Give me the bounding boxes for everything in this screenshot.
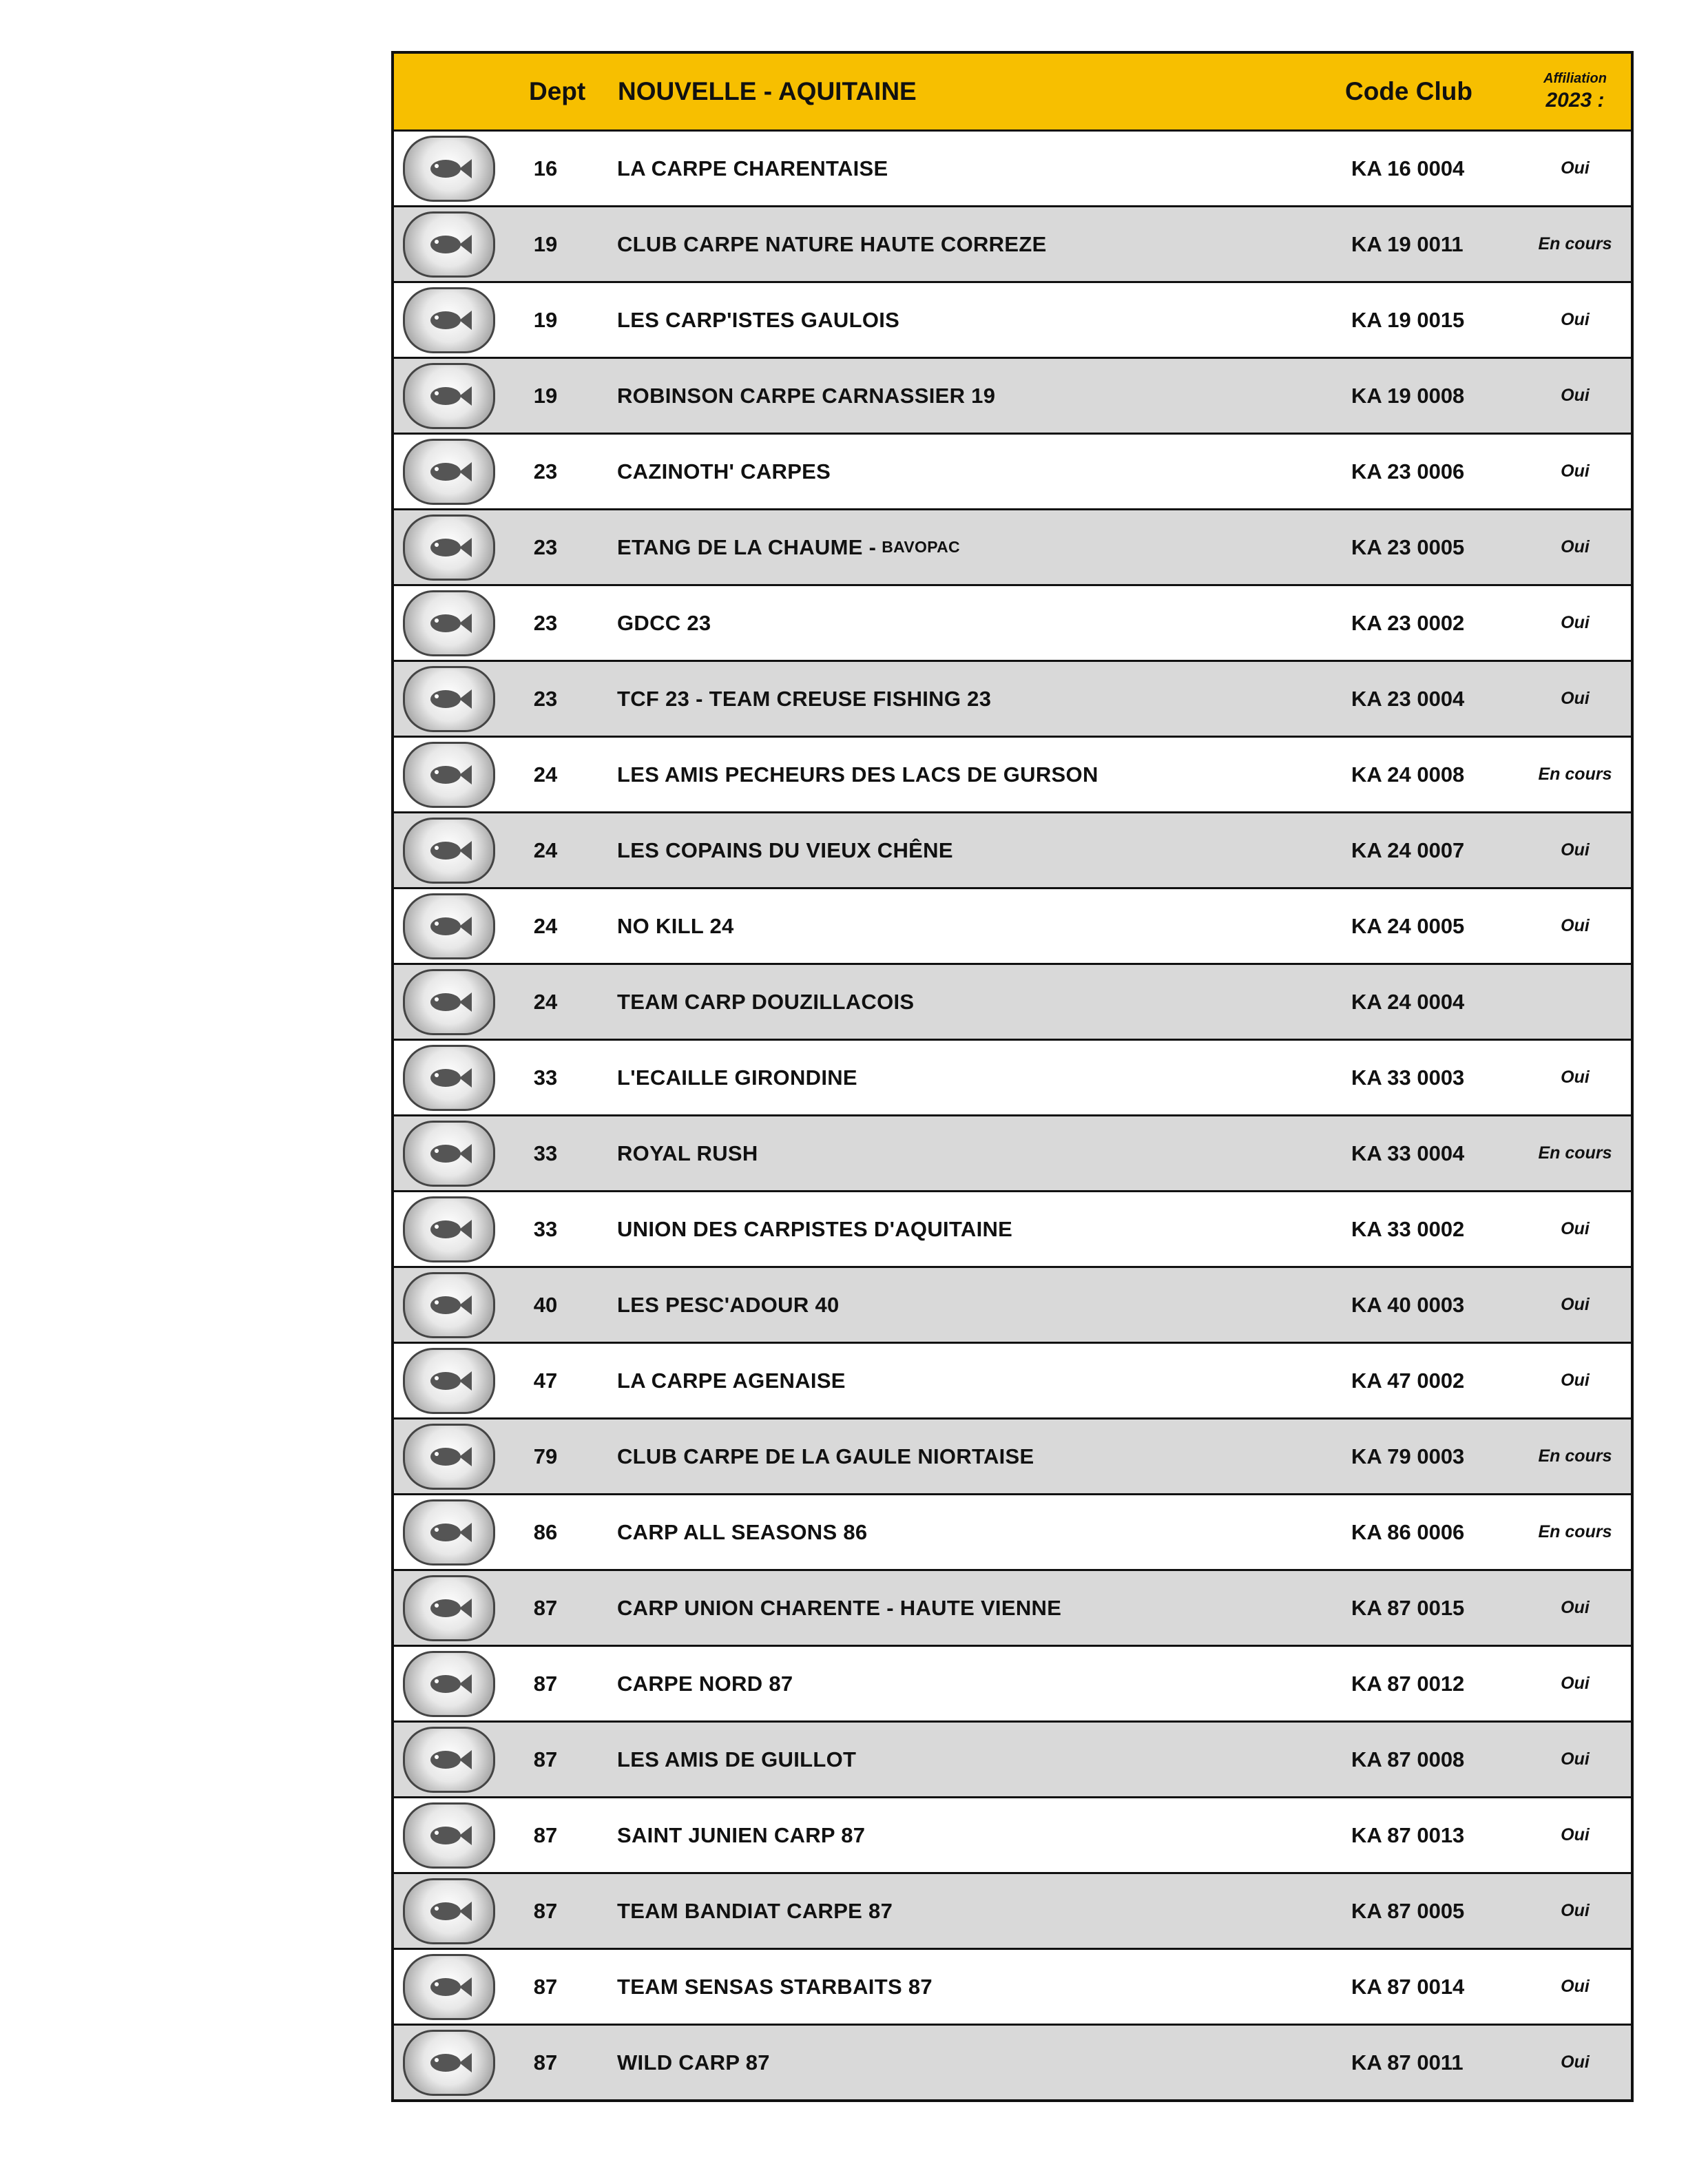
club-logo-cell bbox=[394, 586, 504, 660]
club-logo bbox=[403, 666, 495, 732]
club-code: KA 24 0008 bbox=[1351, 762, 1465, 787]
club-name-cell bbox=[617, 1723, 862, 1796]
club-logo-cell bbox=[394, 1192, 504, 1266]
table-row bbox=[394, 1192, 1631, 1268]
club-name: L'ECAILLE GIRONDINE bbox=[617, 1065, 857, 1090]
club-code: KA 40 0003 bbox=[1351, 1292, 1465, 1317]
fish-logo-icon bbox=[425, 152, 473, 185]
club-name-cell bbox=[617, 1344, 851, 1417]
club-name-cell bbox=[617, 586, 716, 660]
table-row bbox=[394, 359, 1631, 435]
club-name: CAZINOTH' CARPES bbox=[617, 459, 831, 484]
affiliation-label: Affiliation bbox=[1543, 70, 1607, 86]
fish-logo-icon bbox=[425, 683, 473, 716]
club-code: KA 24 0004 bbox=[1351, 989, 1465, 1014]
dept-number: 87 bbox=[533, 1898, 558, 1923]
dept-number: 40 bbox=[533, 1292, 558, 1317]
table-row bbox=[394, 1571, 1631, 1647]
club-name: CARP UNION CHARENTE - HAUTE VIENNE bbox=[617, 1595, 1062, 1620]
club-table bbox=[391, 51, 1634, 2102]
dept-number: 87 bbox=[533, 1671, 558, 1696]
club-name: CLUB CARPE DE LA GAULE NIORTAISE bbox=[617, 1444, 1034, 1468]
affiliation-year: 2023 : bbox=[1545, 88, 1605, 112]
club-code: KA 23 0004 bbox=[1351, 686, 1465, 711]
table-row bbox=[394, 586, 1631, 662]
table-row bbox=[394, 1344, 1631, 1420]
club-code: KA 19 0011 bbox=[1351, 231, 1464, 256]
club-name-cell bbox=[617, 510, 960, 584]
affiliation-status: Oui bbox=[1561, 1901, 1590, 1920]
club-name: LES PESC'ADOUR 40 bbox=[617, 1292, 840, 1317]
fish-logo-icon bbox=[425, 607, 473, 640]
club-logo bbox=[403, 1575, 495, 1641]
club-code: KA 79 0003 bbox=[1351, 1444, 1465, 1468]
club-logo bbox=[403, 1045, 495, 1111]
club-logo-cell bbox=[394, 1798, 504, 1872]
club-name: TEAM BANDIAT CARPE 87 bbox=[617, 1898, 893, 1923]
fish-logo-icon bbox=[425, 531, 473, 564]
dept-number: 87 bbox=[533, 1822, 558, 1847]
club-logo bbox=[403, 287, 495, 353]
club-logo bbox=[403, 1348, 495, 1414]
region-column-header: NOUVELLE - AQUITAINE bbox=[618, 77, 917, 105]
fish-logo-icon bbox=[425, 228, 473, 261]
club-name: WILD CARP 87 bbox=[617, 2050, 770, 2075]
affiliation-status: En cours bbox=[1538, 1446, 1612, 1466]
club-code: KA 87 0008 bbox=[1351, 1747, 1465, 1771]
affiliation-status: Oui bbox=[1561, 1825, 1590, 1844]
club-name-cell bbox=[617, 813, 959, 887]
club-name-cell bbox=[617, 1420, 1040, 1493]
fish-logo-icon bbox=[425, 304, 473, 337]
club-code: KA 16 0004 bbox=[1351, 156, 1465, 180]
club-name: LES AMIS PECHEURS DES LACS DE GURSON bbox=[617, 762, 1098, 787]
dept-number: 24 bbox=[533, 762, 558, 787]
table-row bbox=[394, 1420, 1631, 1495]
club-logo-cell bbox=[394, 1950, 504, 2024]
table-row bbox=[394, 1116, 1631, 1192]
table-row bbox=[394, 1268, 1631, 1344]
club-logo bbox=[403, 590, 495, 656]
club-logo bbox=[403, 2030, 495, 2096]
club-name-suffix: BAVOPAC bbox=[882, 538, 960, 556]
club-logo bbox=[403, 1802, 495, 1869]
club-logo bbox=[403, 1424, 495, 1490]
club-code: KA 87 0005 bbox=[1351, 1898, 1465, 1923]
club-logo-cell bbox=[394, 1647, 504, 1720]
club-logo bbox=[403, 1651, 495, 1717]
club-name-cell bbox=[617, 1192, 1018, 1266]
club-logo-cell bbox=[394, 435, 504, 508]
affiliation-status: Oui bbox=[1561, 537, 1590, 557]
affiliation-status: Oui bbox=[1561, 310, 1590, 329]
fish-logo-icon bbox=[425, 1971, 473, 2004]
club-logo-cell bbox=[394, 1268, 504, 1342]
table-body bbox=[394, 132, 1631, 2099]
club-name-cell bbox=[617, 1874, 898, 1948]
club-name-cell bbox=[617, 965, 919, 1039]
club-name-cell bbox=[617, 2026, 775, 2099]
table-row bbox=[394, 738, 1631, 813]
fish-logo-icon bbox=[425, 1440, 473, 1473]
table-row bbox=[394, 1041, 1631, 1116]
club-logo-cell bbox=[394, 889, 504, 963]
dept-number: 23 bbox=[533, 686, 558, 711]
club-name: NO KILL 24 bbox=[617, 913, 734, 938]
club-name: TCF 23 - TEAM CREUSE FISHING 23 bbox=[617, 686, 992, 711]
club-name: LA CARPE AGENAISE bbox=[617, 1368, 846, 1393]
table-row bbox=[394, 1798, 1631, 1874]
table-row bbox=[394, 1647, 1631, 1723]
affiliation-status: Oui bbox=[1561, 689, 1590, 708]
fish-logo-icon bbox=[425, 1592, 473, 1625]
club-logo-cell bbox=[394, 132, 504, 205]
fish-logo-icon bbox=[425, 758, 473, 791]
fish-logo-icon bbox=[425, 455, 473, 488]
club-logo bbox=[403, 211, 495, 278]
club-name: CARPE NORD 87 bbox=[617, 1671, 793, 1696]
fish-logo-icon bbox=[425, 1667, 473, 1701]
club-logo-cell bbox=[394, 1495, 504, 1569]
club-logo-cell bbox=[394, 1420, 504, 1493]
club-name: LES CARP'ISTES GAULOIS bbox=[617, 307, 900, 332]
club-code: KA 19 0008 bbox=[1351, 383, 1465, 408]
dept-number: 33 bbox=[533, 1065, 558, 1090]
club-name: TEAM CARP DOUZILLACOIS bbox=[617, 989, 915, 1014]
club-code: KA 87 0013 bbox=[1351, 1822, 1465, 1847]
affiliation-status: Oui bbox=[1561, 840, 1590, 860]
club-logo-cell bbox=[394, 2026, 504, 2099]
club-name: ETANG DE LA CHAUME - bbox=[617, 534, 877, 559]
dept-number: 19 bbox=[533, 383, 558, 408]
club-name-cell bbox=[617, 359, 1001, 433]
club-logo bbox=[403, 1954, 495, 2020]
club-logo bbox=[403, 136, 495, 202]
dept-number: 33 bbox=[533, 1141, 558, 1165]
club-name: LES AMIS DE GUILLOT bbox=[617, 1747, 857, 1771]
dept-number: 33 bbox=[533, 1216, 558, 1241]
club-logo bbox=[403, 1499, 495, 1566]
club-logo-cell bbox=[394, 359, 504, 433]
club-logo-cell bbox=[394, 1116, 504, 1190]
club-logo-cell bbox=[394, 813, 504, 887]
club-name: CLUB CARPE NATURE HAUTE CORREZE bbox=[617, 231, 1047, 256]
table-row bbox=[394, 662, 1631, 738]
affiliation-status: Oui bbox=[1561, 1068, 1590, 1087]
club-name-cell bbox=[617, 889, 740, 963]
club-code: KA 23 0002 bbox=[1351, 610, 1465, 635]
table-row bbox=[394, 435, 1631, 510]
affiliation-status: Oui bbox=[1561, 613, 1590, 632]
dept-number: 16 bbox=[533, 156, 558, 180]
club-name-cell bbox=[617, 1116, 764, 1190]
fish-logo-icon bbox=[425, 1743, 473, 1776]
affiliation-status: En cours bbox=[1538, 234, 1612, 253]
club-logo bbox=[403, 1121, 495, 1187]
club-code: KA 33 0003 bbox=[1351, 1065, 1465, 1090]
club-name-cell bbox=[617, 1495, 873, 1569]
club-code: KA 33 0004 bbox=[1351, 1141, 1465, 1165]
fish-logo-icon bbox=[425, 986, 473, 1019]
affiliation-status: Oui bbox=[1561, 1749, 1590, 1769]
club-name-cell bbox=[617, 662, 997, 736]
affiliation-status: En cours bbox=[1538, 765, 1612, 784]
affiliation-status: Oui bbox=[1561, 1371, 1590, 1390]
affiliation-status: En cours bbox=[1538, 1143, 1612, 1163]
club-code: KA 33 0002 bbox=[1351, 1216, 1465, 1241]
club-logo bbox=[403, 742, 495, 808]
fish-logo-icon bbox=[425, 1516, 473, 1549]
affiliation-status: Oui bbox=[1561, 2052, 1590, 2072]
affiliation-status bbox=[1517, 965, 1634, 1039]
dept-number: 24 bbox=[533, 913, 558, 938]
club-logo bbox=[403, 1272, 495, 1338]
club-logo bbox=[403, 363, 495, 429]
club-name-cell bbox=[617, 283, 905, 357]
fish-logo-icon bbox=[425, 1061, 473, 1094]
club-name-cell bbox=[617, 1647, 798, 1720]
club-name: ROYAL RUSH bbox=[617, 1141, 758, 1165]
dept-number: 87 bbox=[533, 1747, 558, 1771]
dept-number: 87 bbox=[533, 1595, 558, 1620]
club-code: KA 23 0005 bbox=[1351, 534, 1465, 559]
table-row bbox=[394, 207, 1631, 283]
club-logo bbox=[403, 893, 495, 959]
affiliation-status: Oui bbox=[1561, 158, 1590, 178]
club-name: TEAM SENSAS STARBAITS 87 bbox=[617, 1974, 933, 1999]
club-name: LES COPAINS DU VIEUX CHÊNE bbox=[617, 838, 953, 862]
club-name-cell bbox=[617, 207, 1052, 281]
dept-number: 87 bbox=[533, 2050, 558, 2075]
club-name: CARP ALL SEASONS 86 bbox=[617, 1519, 868, 1544]
club-name-cell bbox=[617, 435, 836, 508]
club-code: KA 86 0006 bbox=[1351, 1519, 1465, 1544]
fish-logo-icon bbox=[425, 1819, 473, 1852]
affiliation-status: Oui bbox=[1561, 1977, 1590, 1996]
affiliation-status: Oui bbox=[1561, 461, 1590, 481]
club-name-cell bbox=[617, 1571, 1067, 1645]
club-name-cell bbox=[617, 1268, 845, 1342]
club-code: KA 24 0007 bbox=[1351, 838, 1465, 862]
fish-logo-icon bbox=[425, 1137, 473, 1170]
club-logo-cell bbox=[394, 965, 504, 1039]
club-logo bbox=[403, 439, 495, 505]
club-code: KA 87 0014 bbox=[1351, 1974, 1465, 1999]
fish-logo-icon bbox=[425, 1364, 473, 1397]
affiliation-status: Oui bbox=[1561, 916, 1590, 935]
club-code: KA 23 0006 bbox=[1351, 459, 1465, 484]
club-name-cell bbox=[617, 132, 894, 205]
affiliation-status: Oui bbox=[1561, 1674, 1590, 1693]
dept-number: 24 bbox=[533, 989, 558, 1014]
code-club-column-header: Code Club bbox=[1345, 77, 1472, 105]
club-logo bbox=[403, 1878, 495, 1944]
dept-number: 87 bbox=[533, 1974, 558, 1999]
affiliation-status: Oui bbox=[1561, 1598, 1590, 1617]
fish-logo-icon bbox=[425, 380, 473, 413]
club-logo bbox=[403, 969, 495, 1035]
club-logo-cell bbox=[394, 1571, 504, 1645]
dept-number: 23 bbox=[533, 459, 558, 484]
club-name: SAINT JUNIEN CARP 87 bbox=[617, 1822, 866, 1847]
club-name: ROBINSON CARPE CARNASSIER 19 bbox=[617, 383, 996, 408]
club-logo-cell bbox=[394, 207, 504, 281]
table-row bbox=[394, 283, 1631, 359]
fish-logo-icon bbox=[425, 1213, 473, 1246]
table-row bbox=[394, 1874, 1631, 1950]
dept-number: 23 bbox=[533, 534, 558, 559]
table-row bbox=[394, 1950, 1631, 2026]
table-row bbox=[394, 132, 1631, 207]
table-row bbox=[394, 1723, 1631, 1798]
affiliation-column-header bbox=[1517, 54, 1634, 129]
club-name: UNION DES CARPISTES D'AQUITAINE bbox=[617, 1216, 1013, 1241]
dept-number: 19 bbox=[533, 307, 558, 332]
affiliation-status: Oui bbox=[1561, 1219, 1590, 1238]
table-header bbox=[394, 54, 1631, 132]
table-row bbox=[394, 2026, 1631, 2099]
fish-logo-icon bbox=[425, 2046, 473, 2079]
club-logo-cell bbox=[394, 510, 504, 584]
fish-logo-icon bbox=[425, 834, 473, 867]
fish-logo-icon bbox=[425, 1895, 473, 1928]
club-logo bbox=[403, 514, 495, 581]
club-code: KA 87 0015 bbox=[1351, 1595, 1465, 1620]
club-logo-cell bbox=[394, 738, 504, 811]
club-code: KA 47 0002 bbox=[1351, 1368, 1465, 1393]
club-logo-cell bbox=[394, 662, 504, 736]
club-name-cell bbox=[617, 738, 1104, 811]
club-logo-cell bbox=[394, 283, 504, 357]
table-row bbox=[394, 889, 1631, 965]
club-name: GDCC 23 bbox=[617, 610, 711, 635]
fish-logo-icon bbox=[425, 910, 473, 943]
table-row bbox=[394, 510, 1631, 586]
dept-column-header: Dept bbox=[529, 77, 586, 105]
club-name: LA CARPE CHARENTAISE bbox=[617, 156, 888, 180]
club-name-cell bbox=[617, 1798, 871, 1872]
affiliation-status: En cours bbox=[1538, 1522, 1612, 1541]
club-logo bbox=[403, 1196, 495, 1262]
club-logo-cell bbox=[394, 1041, 504, 1114]
table-row bbox=[394, 965, 1631, 1041]
club-code: KA 19 0015 bbox=[1351, 307, 1465, 332]
dept-number: 79 bbox=[533, 1444, 558, 1468]
table-row bbox=[394, 1495, 1631, 1571]
dept-number: 19 bbox=[533, 231, 558, 256]
table-row bbox=[394, 813, 1631, 889]
club-logo bbox=[403, 818, 495, 884]
dept-number: 47 bbox=[533, 1368, 558, 1393]
club-logo-cell bbox=[394, 1874, 504, 1948]
club-name-cell bbox=[617, 1950, 938, 2024]
club-code: KA 87 0011 bbox=[1351, 2050, 1464, 2075]
club-code: KA 87 0012 bbox=[1351, 1671, 1465, 1696]
affiliation-status: Oui bbox=[1561, 386, 1590, 405]
affiliation-status: Oui bbox=[1561, 1295, 1590, 1314]
club-code: KA 24 0005 bbox=[1351, 913, 1465, 938]
fish-logo-icon bbox=[425, 1289, 473, 1322]
club-logo-cell bbox=[394, 1723, 504, 1796]
dept-number: 86 bbox=[533, 1519, 558, 1544]
dept-number: 24 bbox=[533, 838, 558, 862]
club-name-cell bbox=[617, 1041, 863, 1114]
dept-number: 23 bbox=[533, 610, 558, 635]
club-logo-cell bbox=[394, 1344, 504, 1417]
club-logo bbox=[403, 1727, 495, 1793]
